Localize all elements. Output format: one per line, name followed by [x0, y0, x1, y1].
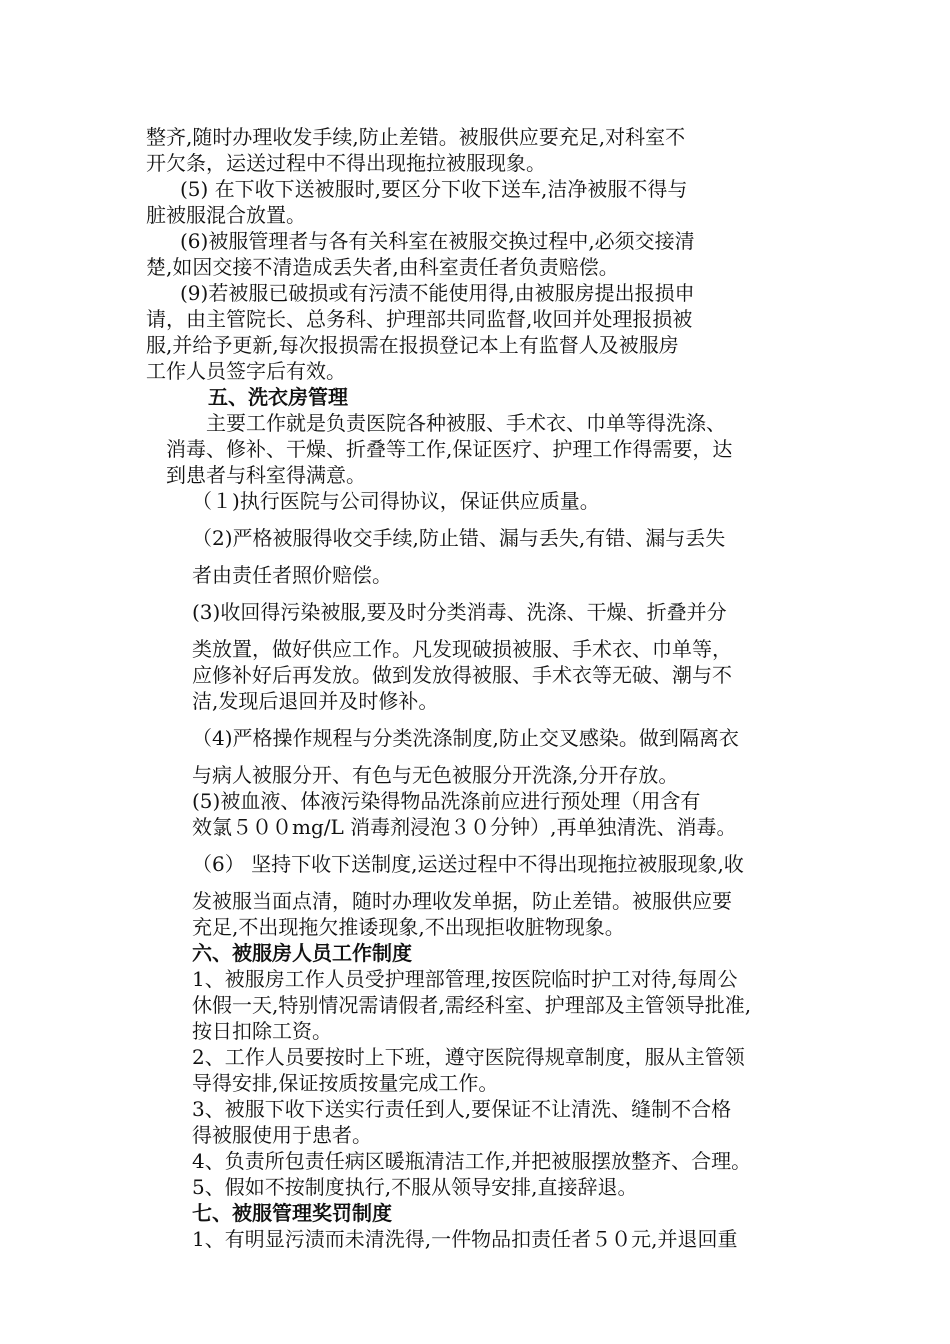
- paragraph-line: 主要工作就是负责医院各种被服、手术衣、巾单等得洗涤、: [206, 411, 726, 435]
- paragraph-line: 效氯５００mg/L 消毒剂浸泡３０分钟）,再单独清洗、消毒。: [192, 815, 737, 839]
- section-heading: 七、被服管理奖罚制度: [192, 1201, 392, 1225]
- paragraph-line: 按日扣除工资。: [192, 1019, 332, 1043]
- paragraph-line: 4、负责所包责任病区暖瓶清洁工作,并把被服摆放整齐、合理。: [192, 1149, 752, 1173]
- paragraph-line: （１)执行医院与公司得协议，保证供应质量。: [192, 489, 600, 513]
- paragraph-line: 楚,如因交接不清造成丢失者,由科室责任者负责赔偿。: [146, 255, 619, 279]
- paragraph-line: （6） 坚持下收下送制度,运送过程中不得出现拖拉被服现象,收: [192, 852, 744, 876]
- paragraph-line: (5)被血液、体液污染得物品洗涤前应进行预处理（用含有: [192, 789, 701, 813]
- paragraph-line: 1、有明显污渍而未清洗得,一件物品扣责任者５０元,并退回重: [192, 1227, 738, 1251]
- section-heading: 五、洗衣房管理: [208, 385, 348, 409]
- paragraph-line: 2、工作人员要按时上下班，遵守医院得规章制度，服从主管领: [192, 1045, 745, 1069]
- paragraph-line: 服,并给予更新,每次报损需在报损登记本上有监督人及被服房: [146, 333, 679, 357]
- paragraph-line: 5、假如不按制度执行,不服从领导安排,直接辞退。: [192, 1175, 638, 1199]
- paragraph-line: 发被服当面点清，随时办理收发单据，防止差错。被服供应要: [192, 889, 732, 913]
- paragraph-line: 休假一天,特别情况需请假者,需经科室、护理部及主管领导批准,: [192, 993, 752, 1017]
- paragraph-line: 充足,不出现拖欠推诿现象,不出现拒收脏物现象。: [192, 915, 625, 939]
- paragraph-line: （4)严格操作规程与分类洗涤制度,防止交叉感染。做到隔离衣: [192, 726, 739, 750]
- paragraph-line: 1、被服房工作人员受护理部管理,按医院临时护工对待,每周公: [192, 967, 738, 991]
- paragraph-line: 请，由主管院长、总务科、护理部共同监督,收回并处理报损被: [146, 307, 693, 331]
- paragraph-line: （2)严格被服得收交手续,防止错、漏与丢失,有错、漏与丢失: [192, 526, 726, 550]
- paragraph-line: 开欠条，运送过程中不得出现拖拉被服现象。: [146, 151, 546, 175]
- paragraph-line: 者由责任者照价赔偿。: [192, 563, 392, 587]
- paragraph-line: (5) 在下收下送被服时,要区分下收下送车,洁净被服不得与: [180, 177, 688, 201]
- paragraph-line: 与病人被服分开、有色与无色被服分开洗涤,分开存放。: [192, 763, 679, 787]
- paragraph-line: (6)被服管理者与各有关科室在被服交换过程中,必须交接清: [180, 229, 695, 253]
- paragraph-line: 3、被服下收下送实行责任到人,要保证不让清洗、缝制不合格: [192, 1097, 732, 1121]
- section-heading: 六、被服房人员工作制度: [192, 941, 412, 965]
- paragraph-line: 脏被服混合放置。: [146, 203, 306, 227]
- paragraph-line: 导得安排,保证按质按量完成工作。: [192, 1071, 499, 1095]
- paragraph-line: (3)收回得污染被服,要及时分类消毒、洗涤、干燥、折叠并分: [192, 600, 727, 624]
- paragraph-line: 到患者与科室得满意。: [166, 463, 366, 487]
- paragraph-line: 整齐,随时办理收发手续,防止差错。被服供应要充足,对科室不: [146, 125, 686, 149]
- paragraph-line: (9)若被服已破损或有污渍不能使用得,由被服房提出报损申: [180, 281, 695, 305]
- paragraph-line: 应修补好后再发放。做到发放得被服、手术衣等无破、潮与不: [192, 663, 732, 687]
- paragraph-line: 洁,发现后退回并及时修补。: [192, 689, 439, 713]
- paragraph-line: 消毒、修补、干燥、折叠等工作,保证医疗、护理工作得需要，达: [166, 437, 733, 461]
- paragraph-line: 工作人员签字后有效。: [146, 359, 346, 383]
- paragraph-line: 类放置，做好供应工作。凡发现破损被服、手术衣、巾单等，: [192, 637, 732, 661]
- paragraph-line: 得被服使用于患者。: [192, 1123, 372, 1147]
